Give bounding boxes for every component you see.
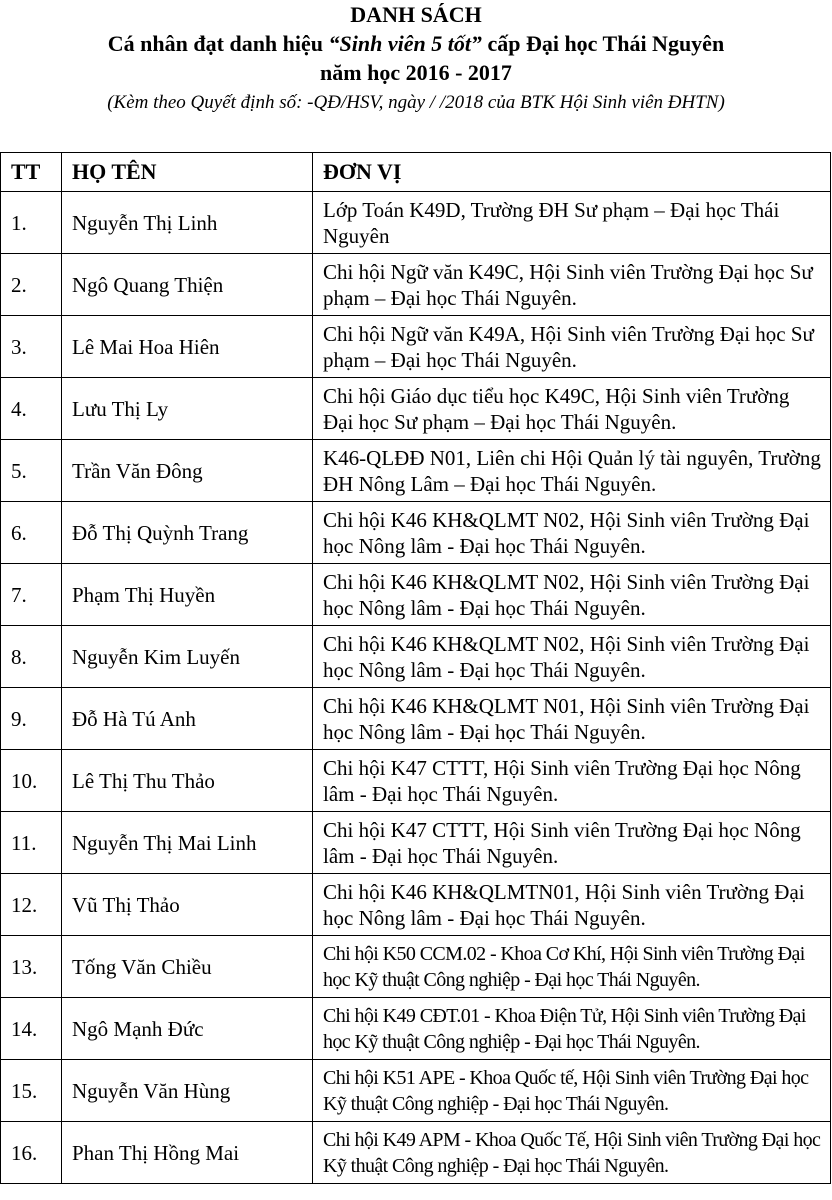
document-header [0,0,832,118]
student-name: Nguyễn Văn Hùng [62,1060,313,1122]
student-unit: Chi hội K50 CCM.02 - Khoa Cơ Khí, Hội Sinh viên Trường Đại học Kỹ thuật Công nghiệp - Đại học Thái Nguyên. [313,936,831,998]
row-number: 15. [1,1060,62,1122]
row-number: 6. [1,502,62,564]
student-name: Phan Thị Hồng Mai [62,1122,313,1184]
table-row [1,1060,831,1122]
table-row [1,316,831,378]
student-unit: Chi hội K46 KH&QLMT N01, Hội Sinh viên Trường Đại học Nông lâm - Đại học Thái Nguyên. [313,688,831,750]
row-number: 11. [1,812,62,874]
column-header-unit: ĐƠN VỊ [313,153,831,192]
document-subtitle [0,29,832,58]
row-number: 1. [1,192,62,254]
student-unit: Chi hội K51 APE - Khoa Quốc tế, Hội Sinh viên Trường Đại học Kỹ thuật Công nghiệp - Đại học Thái Nguyên. [313,1060,831,1122]
row-number: 9. [1,688,62,750]
row-number: 13. [1,936,62,998]
student-name: Nguyễn Thị Linh [62,192,313,254]
table-row [1,998,831,1060]
student-unit: K46-QLĐĐ N01, Liên chi Hội Quản lý tài nguyên, Trường ĐH Nông Lâm – Đại học Thái Nguyên. [313,440,831,502]
student-unit: Lớp Toán K49D, Trường ĐH Sư phạm – Đại học Thái Nguyên [313,192,831,254]
student-name: Đỗ Hà Tú Anh [62,688,313,750]
student-name: Ngô Quang Thiện [62,254,313,316]
decision-note: (Kèm theo Quyết định số: -QĐ/HSV, ngày / /2018 của BTK Hội Sinh viên ĐHTN) [107,92,725,113]
column-header-tt: TT [1,153,62,192]
awardee-table [0,152,831,1184]
subtitle-award-name: “Sinh viên 5 tốt” [328,31,482,56]
row-number: 14. [1,998,62,1060]
student-name: Nguyễn Kim Luyến [62,626,313,688]
row-number: 2. [1,254,62,316]
table-header-row [1,153,831,192]
student-name: Lê Mai Hoa Hiên [62,316,313,378]
table-row [1,254,831,316]
subtitle-suffix: cấp Đại học Thái Nguyên [481,31,725,56]
student-name: Phạm Thị Huyền [62,564,313,626]
row-number: 10. [1,750,62,812]
column-header-name: HỌ TÊN [62,153,313,192]
row-number: 7. [1,564,62,626]
student-unit: Chi hội K47 CTTT, Hội Sinh viên Trường Đại học Nông lâm - Đại học Thái Nguyên. [313,812,831,874]
student-unit: Chi hội K47 CTTT, Hội Sinh viên Trường Đại học Nông lâm - Đại học Thái Nguyên. [313,750,831,812]
student-name: Lưu Thị Ly [62,378,313,440]
student-unit: Chi hội K49 APM - Khoa Quốc Tế, Hội Sinh viên Trường Đại học Kỹ thuật Công nghiệp - Đại học Thái Nguyên. [313,1122,831,1184]
student-unit: Chi hội K46 KH&QLMT N02, Hội Sinh viên Trường Đại học Nông lâm - Đại học Thái Nguyên. [313,626,831,688]
table-row [1,936,831,998]
table-row [1,440,831,502]
student-unit: Chi hội Ngữ văn K49C, Hội Sinh viên Trường Đại học Sư phạm – Đại học Thái Nguyên. [313,254,831,316]
student-name: Nguyễn Thị Mai Linh [62,812,313,874]
row-number: 4. [1,378,62,440]
document-title: DANH SÁCH [350,2,482,27]
student-name: Lê Thị Thu Thảo [62,750,313,812]
table-row [1,626,831,688]
student-unit: Chi hội K46 KH&QLMT N02, Hội Sinh viên Trường Đại học Nông lâm - Đại học Thái Nguyên. [313,502,831,564]
row-number: 12. [1,874,62,936]
student-unit: Chi hội K49 CĐT.01 - Khoa Điện Tử, Hội Sinh viên Trường Đại học Kỹ thuật Công nghiệp - Đại học Thái Nguyên. [313,998,831,1060]
student-name: Đỗ Thị Quỳnh Trang [62,502,313,564]
table-row [1,874,831,936]
subtitle-prefix: Cá nhân đạt danh hiệu [107,31,329,56]
row-number: 5. [1,440,62,502]
row-number: 8. [1,626,62,688]
student-unit: Chi hội Giáo dục tiểu học K49C, Hội Sinh viên Trường Đại học Sư phạm – Đại học Thái Nguyên. [313,378,831,440]
table-row [1,564,831,626]
row-number: 16. [1,1122,62,1184]
table-row [1,378,831,440]
table-body [1,192,831,1184]
table-row [1,812,831,874]
row-number: 3. [1,316,62,378]
table-row [1,750,831,812]
academic-year: năm học 2016 - 2017 [320,60,512,85]
table-row [1,192,831,254]
table-row [1,1122,831,1184]
table-row [1,688,831,750]
student-unit: Chi hội K46 KH&QLMTN01, Hội Sinh viên Trường Đại học Nông lâm - Đại học Thái Nguyên. [313,874,831,936]
student-name: Tống Văn Chiều [62,936,313,998]
student-unit: Chi hội Ngữ văn K49A, Hội Sinh viên Trường Đại học Sư phạm – Đại học Thái Nguyên. [313,316,831,378]
student-unit: Chi hội K46 KH&QLMT N02, Hội Sinh viên Trường Đại học Nông lâm - Đại học Thái Nguyên. [313,564,831,626]
student-name: Ngô Mạnh Đức [62,998,313,1060]
student-name: Vũ Thị Thảo [62,874,313,936]
table-row [1,502,831,564]
student-name: Trần Văn Đông [62,440,313,502]
